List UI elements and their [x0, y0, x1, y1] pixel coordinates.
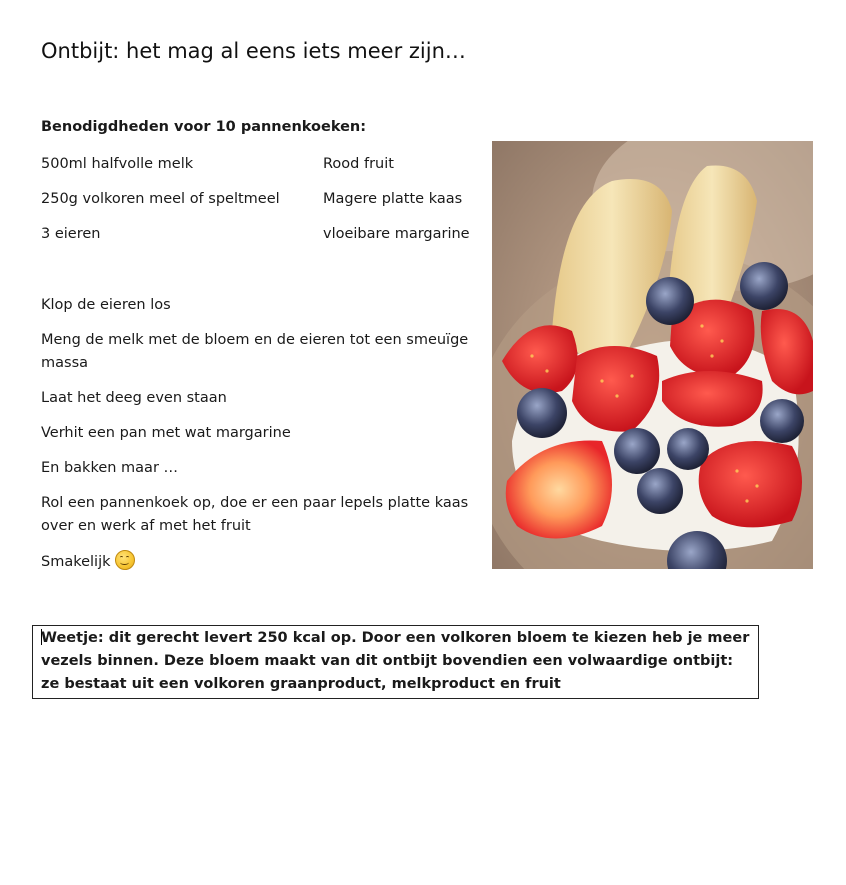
fun-fact-box[interactable] [32, 625, 759, 699]
page-title: Ontbijt: het mag al eens iets meer zijn… [41, 39, 466, 63]
fun-fact-text: Weetje: dit gerecht levert 250 kcal op. Door een volkoren bloem te kiezen heb je meer vezels binnen. Deze bloem maakt van dit ontbijt bovendien een volwaardige ontbijt: ze bestaat uit een volkoren graanproduct, melkproduct en fruit [41, 630, 750, 692]
step-item: Laat het deeg even staan [41, 390, 227, 406]
step-item: En bakken maar … [41, 460, 179, 476]
ingredients-list-right [323, 153, 470, 258]
step-item: Rol een pannenkoek op, doe er een paar lepels platte kaas over en werk af met het fruit [41, 495, 469, 534]
ingredients-list-left [41, 153, 280, 258]
ingredient-item: 500ml halfvolle melk [41, 156, 194, 172]
ingredient-item: Rood fruit [323, 156, 394, 172]
ingredient-item: 3 eieren [41, 226, 101, 242]
step-item: Verhit een pan met wat margarine [41, 425, 291, 441]
ingredient-item: Magere platte kaas [323, 191, 463, 207]
step-smakelijk-label: Smakelijk [41, 554, 111, 570]
crepes-photo [492, 141, 813, 569]
ingredient-item: 250g volkoren meel of speltmeel [41, 191, 280, 207]
step-item: Meng de melk met de bloem en de eieren tot een smeuïge massa [41, 332, 469, 371]
smiling-face-icon [115, 550, 135, 570]
crepes-photo-icon [492, 141, 813, 569]
preparation-steps [41, 294, 471, 586]
step-smakelijk [41, 550, 471, 574]
step-item: Klop de eieren los [41, 297, 171, 313]
ingredients-heading: Benodigdheden voor 10 pannenkoeken: [41, 119, 367, 135]
ingredient-item: vloeibare margarine [323, 226, 470, 242]
